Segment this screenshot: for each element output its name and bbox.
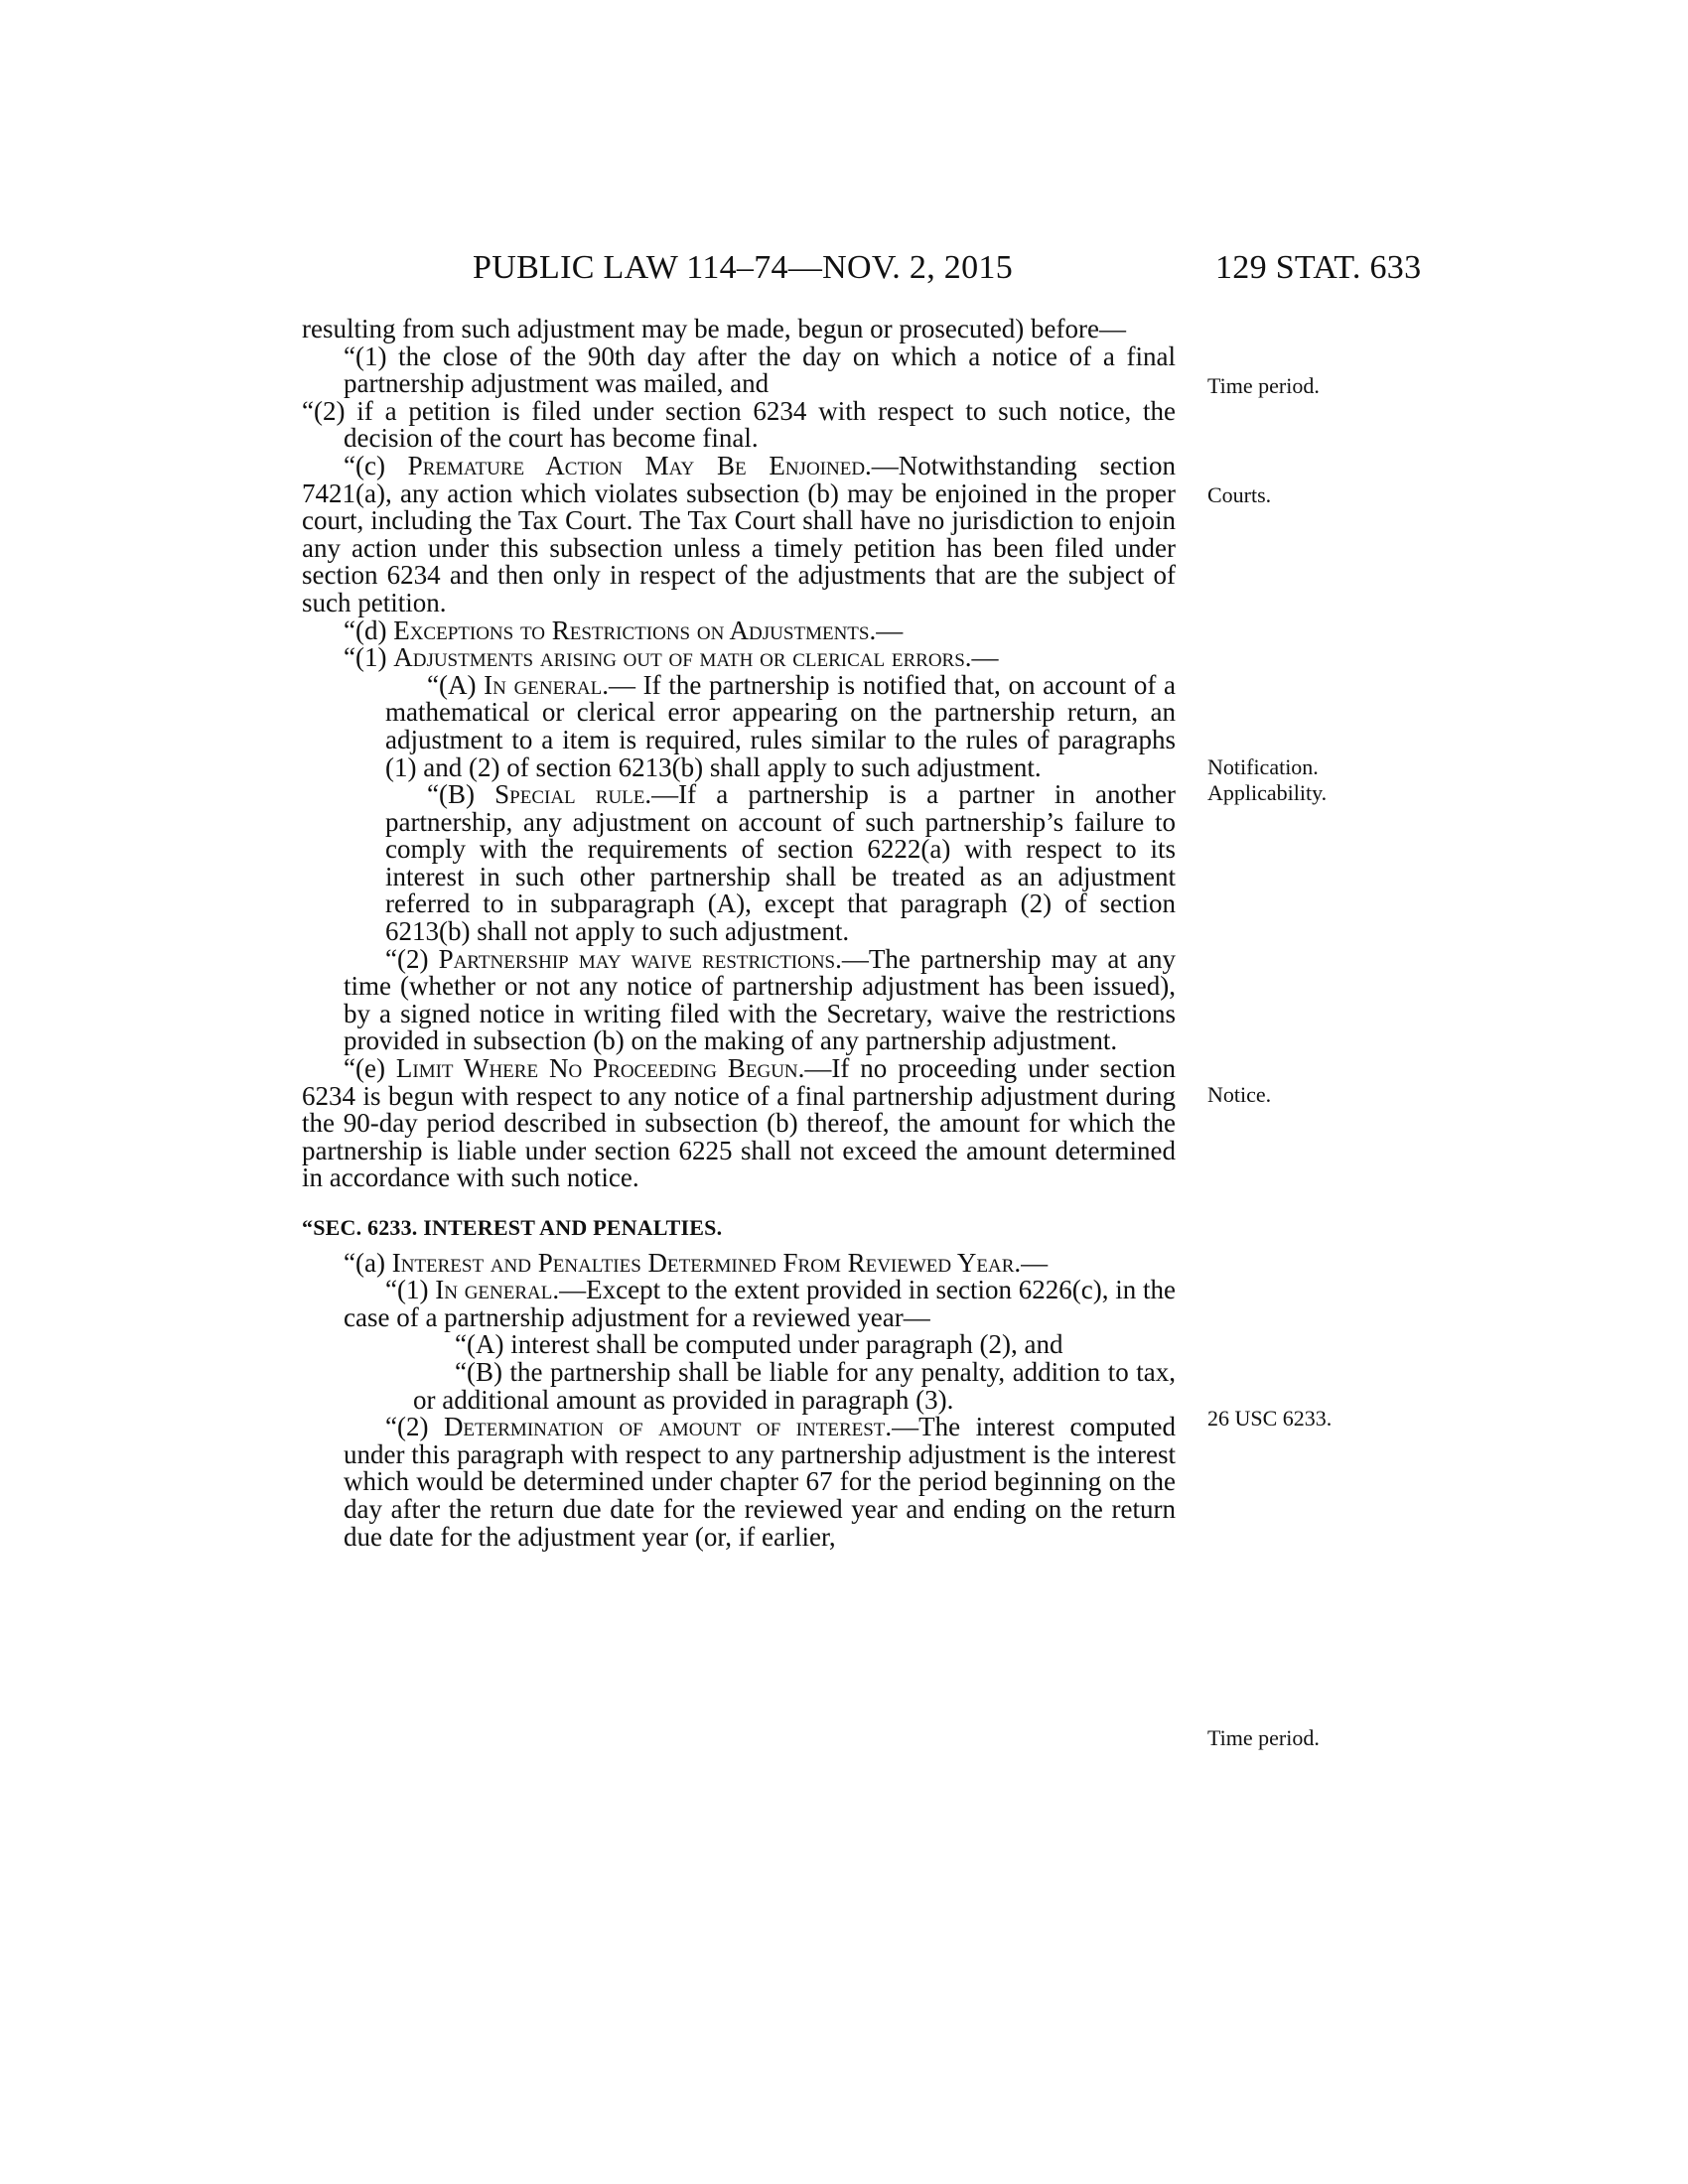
- margin-note-usc-citation: 26 USC 6233.: [1207, 1406, 1333, 1431]
- subsection-c-heading: Premature Action May Be Enjoined.: [407, 450, 872, 480]
- paragraph-d2: “(2) Partnership may waive restrictions.—The partnership may at any time (whether or not any notice of partnership adjustment has been issued), by a signed notice in writing filed with the Secretary, waive the restrictions provided in subsection (b) on the making of any partnership adjustment.: [344, 943, 1176, 1056]
- paragraph-a2: “(2) Determination of amount of interest.—The interest computed under this paragraph with respect to any partnership adjustment is the interest which would be determined under chapter 67 for the period beginning on the day after the return due date for the reviewed year and ending on the return due date for the adjustment year (or, if earlier,: [344, 1412, 1176, 1552]
- subsection-d: “(d) Exceptions to Restrictions on Adjustments.—: [344, 614, 904, 645]
- page-number: 129 STAT. 633: [1215, 249, 1422, 286]
- subsection-c: “(c) Premature Action May Be Enjoined.—Notwithstanding section 7421(a), any action which violates subsection (b) may be enjoined in the proper court, including the Tax Court. The Tax Court shall have no jurisdiction to enjoin any action under this subsection unless a timely petition has been filed under section 6234 and then only in respect of the adjustments that are the subject of such petition.: [302, 450, 1176, 617]
- paragraph-continuation: resulting from such adjustment may be made, begun or prosecuted) before—: [302, 314, 1126, 343]
- paragraph-b2: “(2) if a petition is filed under section 6234 with respect to such notice, the decision of the court has become final.: [302, 395, 1176, 454]
- margin-note-notification: Notification.: [1207, 754, 1319, 779]
- margin-note-courts: Courts.: [1207, 482, 1272, 507]
- margin-note-applicability: Applicability.: [1207, 780, 1328, 805]
- margin-note-notice: Notice.: [1207, 1082, 1272, 1107]
- margin-note-time-period-2: Time period.: [1207, 1725, 1320, 1750]
- section-heading: “SEC. 6233. INTEREST AND PENALTIES.: [302, 1215, 723, 1240]
- subparagraph-a1a: “(A) interest shall be computed under paragraph (2), and: [455, 1329, 1063, 1360]
- subparagraph-d1a: “(A) In general.— If the partnership is notified that, on account of a mathematical or clerical error appearing on the partnership return, an adjustment to a item is required, rules similar to the rules of paragraphs (1) and (2) of section 6213(b) shall apply to such adjustment.: [385, 669, 1176, 782]
- subparagraph-a1b: “(B) the partnership shall be liable for any penalty, addition to tax, or additional amount as provided in paragraph (3).: [413, 1356, 1176, 1415]
- paragraph-b1: “(1) the close of the 90th day after the day on which a notice of a final partnership adjustment was mailed, and: [344, 341, 1176, 399]
- statute-body: [302, 316, 1176, 1551]
- running-header-title: PUBLIC LAW 114–74—NOV. 2, 2015: [473, 249, 1014, 286]
- paragraph-a1: “(1) In general.—Except to the extent provided in section 6226(c), in the case of a partnership adjustment for a reviewed year—: [344, 1275, 1176, 1332]
- subparagraph-d1b: “(B) Special rule.—If a partnership is a partner in another partnership, any adjustment on account of such partnership’s failure to comply with the requirements of section 6222(a) with respect to its interest in such other partnership shall be treated as an adjustment referred to in subparagraph (A), except that paragraph (2) of section 6213(b) shall not apply to such adjustment.: [385, 779, 1176, 947]
- paragraph-d1: “(1) Adjustments arising out of math or clerical errors.—: [344, 642, 999, 673]
- subsection-a: “(a) Interest and Penalties Determined From Reviewed Year.—: [344, 1247, 1049, 1278]
- subsection-e: “(e) Limit Where No Proceeding Begun.—If no proceeding under section 6234 is begun with respect to any notice of a final partnership adjustment during the 90-day period described in subsection (b) thereof, the amount for which the partnership is liable under section 6225 shall not exceed the amount determined in accordance with such notice.: [302, 1053, 1176, 1193]
- margin-note-time-period: Time period.: [1207, 373, 1320, 398]
- subsection-d-heading: Exceptions to Restrictions on Adjustments.: [393, 614, 877, 645]
